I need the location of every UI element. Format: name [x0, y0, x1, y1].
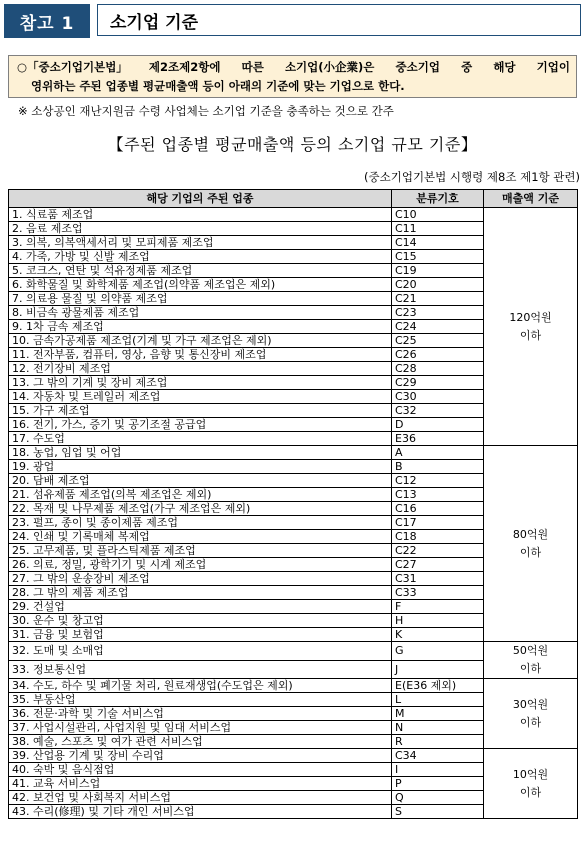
code-cell: A	[392, 446, 484, 460]
notice-word: 중소기업	[395, 60, 440, 74]
industry-cell: 27. 그 밖의 운송장비 제조업	[9, 572, 392, 586]
code-cell: C19	[392, 264, 484, 278]
notice-word: 따른	[241, 60, 264, 74]
industry-cell: 5. 코크스, 연탄 및 석유정제품 제조업	[9, 264, 392, 278]
sales-threshold-text: 이하	[519, 545, 542, 559]
industry-cell: 28. 그 밖의 제품 제조업	[9, 586, 392, 600]
code-cell: S	[392, 805, 484, 819]
table-row	[9, 679, 578, 693]
code-cell: C20	[392, 278, 484, 292]
small-business-criteria-table	[8, 189, 578, 819]
code-cell: C21	[392, 292, 484, 306]
industry-cell: 30. 운수 및 창고업	[9, 614, 392, 628]
industry-cell: 43. 수리(修理) 및 기타 개인 서비스업	[9, 805, 392, 819]
industry-cell: 22. 목재 및 나무제품 제조업(가구 제조업은 제외)	[9, 502, 392, 516]
industry-cell: 23. 펄프, 종이 및 종이제품 제조업	[9, 516, 392, 530]
table-row	[9, 208, 578, 222]
code-cell: N	[392, 721, 484, 735]
industry-cell: 32. 도매 및 소매업	[9, 642, 392, 661]
code-cell: C29	[392, 376, 484, 390]
notice-word: 중	[461, 60, 473, 74]
industry-cell: 17. 수도업	[9, 432, 392, 446]
code-cell: C28	[392, 362, 484, 376]
industry-cell: 11. 전자부품, 컴퓨터, 영상, 음향 및 통신장비 제조업	[9, 348, 392, 362]
code-cell: C34	[392, 749, 484, 763]
header-code: 분류기호	[392, 190, 484, 208]
table-row	[9, 446, 578, 460]
sales-threshold-text: 이하	[519, 785, 542, 799]
industry-cell: 40. 숙박 및 음식점업	[9, 763, 392, 777]
sales-threshold-text: 30억원	[512, 697, 549, 711]
code-cell: J	[392, 660, 484, 679]
table-row	[9, 642, 578, 661]
remark-note: ※ 소상공인 재난지원금 수령 사업체는 소기업 기준을 충족하는 것으로 간주	[18, 104, 394, 118]
code-cell: C32	[392, 404, 484, 418]
industry-cell: 15. 가구 제조업	[9, 404, 392, 418]
code-cell: D	[392, 418, 484, 432]
code-cell: C16	[392, 502, 484, 516]
code-cell: C10	[392, 208, 484, 222]
notice-word: 소기업(小企業)은	[284, 60, 375, 74]
industry-cell: 26. 의료, 정밀, 광학기기 및 시계 제조업	[9, 558, 392, 572]
header-industry: 해당 기업의 주된 업종	[9, 190, 392, 208]
code-cell: C13	[392, 488, 484, 502]
code-cell: I	[392, 763, 484, 777]
industry-cell: 13. 그 밖의 기계 및 장비 제조업	[9, 376, 392, 390]
code-cell: C12	[392, 474, 484, 488]
code-cell: C31	[392, 572, 484, 586]
industry-cell: 38. 예술, 스포츠 및 여가 관련 서비스업	[9, 735, 392, 749]
notice-box	[8, 55, 577, 98]
industry-cell: 42. 보건업 및 사회복지 서비스업	[9, 791, 392, 805]
sales-threshold-text: 50억원	[512, 644, 549, 657]
code-cell: C11	[392, 222, 484, 236]
legal-source: (중소기업기본법 시행령 제8조 제1항 관련)	[364, 170, 580, 184]
industry-cell: 4. 가죽, 가방 및 신발 제조업	[9, 250, 392, 264]
industry-cell: 35. 부동산업	[9, 693, 392, 707]
industry-cell: 33. 정보통신업	[9, 660, 392, 679]
code-cell: L	[392, 693, 484, 707]
table-header-row	[9, 190, 578, 208]
industry-cell: 24. 인쇄 및 기록매체 복제업	[9, 530, 392, 544]
notice-word: ○「중소기업기본법」	[17, 60, 128, 74]
industry-cell: 12. 전기장비 제조업	[9, 362, 392, 376]
code-cell: H	[392, 614, 484, 628]
sales-threshold-text: 80억원	[512, 527, 549, 541]
sales-threshold-text: 이하	[519, 662, 542, 675]
industry-cell: 9. 1차 금속 제조업	[9, 320, 392, 334]
header-sales: 매출액 기준	[484, 190, 578, 208]
sales-threshold-cell	[484, 642, 578, 679]
notice-word: 제2조제2항에	[148, 60, 221, 74]
sales-threshold-text: 120억원	[509, 310, 552, 324]
table-title: 【주된 업종별 평균매출액 등의 소기업 규모 기준】	[107, 135, 478, 154]
industry-cell: 7. 의료용 물질 및 의약품 제조업	[9, 292, 392, 306]
notice-word: 기업이	[536, 60, 570, 74]
sales-threshold-text: 10억원	[512, 767, 549, 781]
code-cell: B	[392, 460, 484, 474]
code-cell: C18	[392, 530, 484, 544]
code-cell: K	[392, 628, 484, 642]
industry-cell: 10. 금속가공제품 제조업(기계 및 가구 제조업은 제외)	[9, 334, 392, 348]
sales-threshold-text: 이하	[519, 715, 542, 729]
code-cell: Q	[392, 791, 484, 805]
code-cell: E36	[392, 432, 484, 446]
industry-cell: 21. 섬유제품 제조업(의복 제조업은 제외)	[9, 488, 392, 502]
code-cell: P	[392, 777, 484, 791]
notice-line-2: 영위하는 주된 업종별 평균매출액 등이 아래의 기준에 맞는 기업으로 한다.	[31, 79, 405, 93]
industry-cell: 6. 화학물질 및 화학제품 제조업(의약품 제조업은 제외)	[9, 278, 392, 292]
sales-threshold-cell	[484, 749, 578, 819]
sales-threshold-text: 이하	[519, 328, 542, 342]
industry-cell: 41. 교육 서비스업	[9, 777, 392, 791]
code-cell: C26	[392, 348, 484, 362]
industry-cell: 1. 식료품 제조업	[9, 208, 392, 222]
code-cell: G	[392, 642, 484, 661]
code-cell: C30	[392, 390, 484, 404]
industry-cell: 14. 자동차 및 트레일러 제조업	[9, 390, 392, 404]
code-cell: C17	[392, 516, 484, 530]
code-cell: C27	[392, 558, 484, 572]
sales-threshold-cell	[484, 446, 578, 642]
section-header	[4, 4, 581, 38]
industry-cell: 16. 전기, 가스, 증기 및 공기조절 공급업	[9, 418, 392, 432]
industry-cell: 36. 전문·과학 및 기술 서비스업	[9, 707, 392, 721]
notice-line-1	[17, 58, 570, 77]
table-row	[9, 749, 578, 763]
industry-cell: 39. 산업용 기계 및 장비 수리업	[9, 749, 392, 763]
industry-cell: 2. 음료 제조업	[9, 222, 392, 236]
industry-cell: 25. 고무제품, 및 플라스틱제품 제조업	[9, 544, 392, 558]
sales-threshold-cell	[484, 679, 578, 749]
code-cell: R	[392, 735, 484, 749]
code-cell: C14	[392, 236, 484, 250]
code-cell: E(E36 제외)	[392, 679, 484, 693]
code-cell: C24	[392, 320, 484, 334]
industry-cell: 8. 비금속 광물제품 제조업	[9, 306, 392, 320]
sales-threshold-cell	[484, 208, 578, 446]
code-cell: F	[392, 600, 484, 614]
section-title: 소기업 기준	[97, 4, 581, 36]
industry-cell: 29. 건설업	[9, 600, 392, 614]
industry-cell: 31. 금융 및 보험업	[9, 628, 392, 642]
industry-cell: 3. 의복, 의복액세서리 및 모피제품 제조업	[9, 236, 392, 250]
code-cell: M	[392, 707, 484, 721]
code-cell: C25	[392, 334, 484, 348]
notice-word: 해당	[493, 60, 516, 74]
industry-cell: 34. 수도, 하수 및 폐기물 처리, 원료재생업(수도업은 제외)	[9, 679, 392, 693]
code-cell: C23	[392, 306, 484, 320]
industry-cell: 20. 담배 제조업	[9, 474, 392, 488]
code-cell: C33	[392, 586, 484, 600]
industry-cell: 18. 농업, 임업 및 어업	[9, 446, 392, 460]
industry-cell: 19. 광업	[9, 460, 392, 474]
code-cell: C22	[392, 544, 484, 558]
reference-tag: 참고 1	[4, 4, 90, 38]
code-cell: C15	[392, 250, 484, 264]
industry-cell: 37. 사업시설관리, 사업지원 및 임대 서비스업	[9, 721, 392, 735]
